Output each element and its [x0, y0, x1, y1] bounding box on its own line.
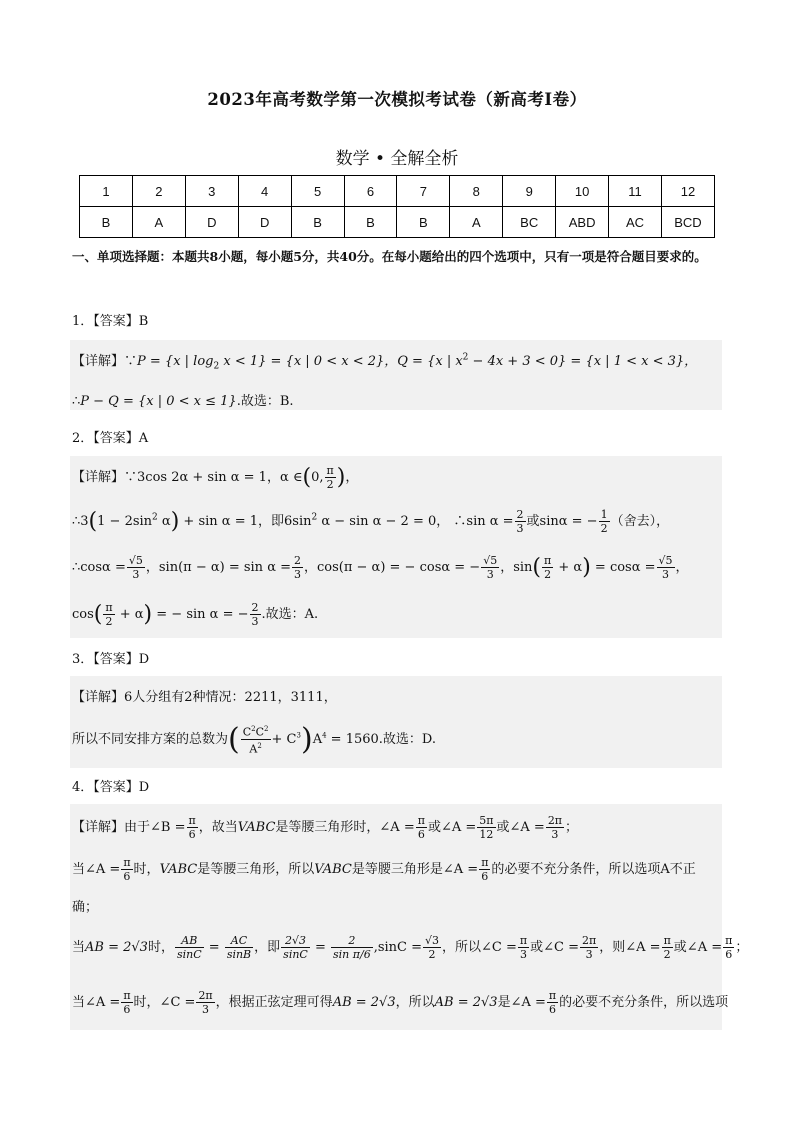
numerator: √5: [128, 554, 143, 567]
denominator: sinC: [176, 948, 202, 961]
table-cell: 1: [80, 176, 133, 207]
math-text: 6sin: [284, 514, 312, 529]
detail-text: ，根据正弦定理可得: [215, 995, 333, 1010]
detail-line: [72, 390, 294, 409]
detail-text: 是等腰三角形时，: [275, 820, 380, 835]
detail-line: [72, 934, 748, 961]
math-text: = cosα =: [590, 560, 656, 575]
math-text: 1 − 2sin: [97, 514, 153, 529]
fraction: [599, 508, 610, 535]
numerator: π: [663, 934, 671, 947]
math-text: ，则∠A =: [599, 940, 661, 955]
denominator: 6: [417, 828, 425, 841]
fraction: [477, 814, 495, 841]
math-text: 或∠A =: [496, 820, 545, 835]
math-text: ∴sin α =: [453, 514, 514, 529]
denominator: 6: [725, 948, 733, 961]
paren: (: [302, 465, 312, 490]
denominator: 2: [600, 522, 608, 535]
paren: ): [582, 555, 591, 580]
detail-text: ，所以: [395, 995, 435, 1010]
detail-text: 的必要不充分条件，所以选项A不正: [491, 862, 696, 877]
math-text: ,sinC =: [373, 940, 423, 955]
math-text: A: [312, 732, 323, 747]
denominator: 12: [479, 828, 494, 841]
math-text: + α: [554, 560, 583, 575]
table-cell: 7: [397, 176, 450, 207]
numerator: π: [188, 814, 196, 827]
detail-text: 6人分组有2种情况：2211，3111，: [124, 690, 337, 705]
paren: (: [93, 602, 103, 627]
fraction: [331, 934, 373, 961]
math-text: 当∠A =: [72, 862, 121, 877]
detail-line: [72, 686, 337, 705]
numerator: π: [123, 989, 131, 1002]
numerator: 5π: [479, 814, 494, 827]
denominator: 2: [105, 615, 113, 628]
math-text: 或∠C =: [530, 940, 580, 955]
math-text: 2: [213, 361, 220, 372]
numerator: π: [417, 814, 425, 827]
math-text: ∴: [72, 394, 81, 409]
numerator: $C^2C^2$: [242, 725, 269, 739]
table-cell: 9: [503, 176, 556, 207]
math-text: α − sin α − 2 = 0，: [317, 514, 450, 529]
table-cell: BC: [503, 207, 556, 238]
numerator: 2: [331, 934, 373, 948]
math-text: α ∈: [279, 470, 303, 485]
numerator: 1: [600, 508, 608, 521]
numerator: π: [326, 464, 334, 477]
detail-text: 是等腰三角形，所以: [197, 862, 315, 877]
table-cell: 11: [609, 176, 662, 207]
fraction: [518, 934, 529, 961]
fraction: [121, 989, 132, 1016]
detail-text: 的必要不充分条件，所以选项: [559, 995, 729, 1010]
fraction: [542, 554, 553, 581]
denominator: sinB: [226, 948, 252, 961]
denominator: 3: [486, 568, 494, 581]
math-text: 2: [311, 512, 318, 523]
table-cell: 6: [344, 176, 397, 207]
math-text: P − Q = {x | 0 < x ≤ 1}: [80, 394, 237, 409]
denominator: 2: [663, 948, 671, 961]
question-1-detail: [70, 340, 722, 410]
denominator: 2: [428, 948, 436, 961]
denominator: sinC: [283, 948, 308, 961]
numerator: 2: [294, 554, 301, 567]
math-text: 2: [152, 512, 158, 523]
math-text: .故选：A.: [261, 607, 319, 622]
math-text: 当∠A =: [72, 995, 121, 1010]
math-text: + sin α = 1，即: [179, 514, 284, 529]
detail-tag: 【详解】: [72, 820, 125, 835]
math-text: ，sin: [500, 560, 533, 575]
detail-text: ，即: [254, 940, 281, 955]
math-text: .故选：B.: [236, 394, 294, 409]
paren: (: [228, 722, 240, 757]
document-subtitle: 数学 • 全解全析: [335, 149, 459, 169]
fraction: [325, 464, 336, 491]
table-cell: 3: [185, 176, 238, 207]
math-text: （舍去），: [610, 514, 670, 529]
detail-text: 时，: [133, 862, 160, 877]
table-cell: 5: [291, 176, 344, 207]
paren: ): [143, 602, 153, 627]
fraction: [546, 814, 564, 841]
denominator: sin π/6: [333, 948, 371, 961]
table-cell: AC: [609, 207, 662, 238]
math-text: 2: [462, 352, 469, 363]
numerator: 2π: [547, 814, 563, 827]
fraction: [547, 989, 558, 1016]
math-text: + C: [271, 732, 297, 747]
math-text: ，cos(π − α) = − cosα = −: [304, 560, 481, 575]
question-3-detail: [70, 676, 722, 768]
fraction: [515, 508, 526, 535]
detail-line: 【详解】∵3cos 2α + sin α = 1，α ∈(0, $\frac{\pi}{2}$ )，: [72, 464, 359, 491]
math-text: 由于∠B =: [124, 820, 186, 835]
numerator: AC: [225, 934, 253, 948]
denominator: 3: [202, 1003, 210, 1016]
math-text: ∴cosα =: [72, 560, 126, 575]
denominator: $A^2$: [249, 742, 262, 756]
table-cell: 2: [132, 176, 185, 207]
denominator: 3: [251, 615, 259, 628]
table-cell: ABD: [556, 207, 609, 238]
table-cell: 12: [661, 176, 714, 207]
math-text: α: [157, 514, 171, 529]
math-text: 0,: [311, 470, 324, 485]
question-1-answer: 1．【答案】B: [72, 314, 149, 329]
math-text: − 4x + 3 < 0} = {x | 1 < x < 3}，: [468, 354, 698, 369]
numerator: 2√3: [281, 934, 310, 948]
detail-line: [72, 856, 696, 883]
detail-text: 时，: [133, 995, 160, 1010]
denominator: 2: [544, 568, 552, 581]
numerator: π: [544, 554, 552, 567]
fraction: [103, 601, 114, 628]
detail-tag: 【详解】: [72, 354, 125, 369]
math-text: =: [310, 940, 331, 955]
fraction: [723, 934, 734, 961]
denominator: 6: [123, 1003, 131, 1016]
detail-line: [72, 814, 578, 841]
denominator: 3: [132, 568, 140, 581]
table-cell: 10: [556, 176, 609, 207]
denominator: 3: [662, 568, 670, 581]
question-2-answer: 2．【答案】A: [72, 431, 149, 446]
math-text: ，所以∠C =: [442, 940, 517, 955]
numerator: π: [481, 856, 489, 869]
math-text: cos: [72, 607, 94, 622]
detail-line: [72, 601, 318, 628]
question-4-detail: [70, 804, 749, 1030]
math-text: + α: [115, 607, 144, 622]
paren: ): [336, 465, 346, 490]
denominator: 3: [516, 522, 524, 535]
numerator: π: [123, 856, 131, 869]
math-text: x < 1} = {x | 0 < x < 2}，: [219, 354, 398, 369]
section-heading: 一、单项选择题：本题共8小题，每小题5分，共40分。在每小题给出的四个选项中，只有一项是符合题目要求的。: [72, 249, 707, 264]
detail-text: 时，: [147, 940, 174, 955]
math-text: ∵: [124, 354, 138, 369]
denominator: 6: [188, 828, 196, 841]
numerator: π: [105, 601, 113, 614]
math-text: VABC: [314, 862, 352, 877]
fraction: [479, 856, 490, 883]
fraction: [250, 601, 261, 628]
math-text: C: [242, 726, 252, 739]
numerator: 2: [251, 601, 259, 614]
fraction: [657, 554, 675, 581]
answer-table: [79, 175, 715, 238]
math-text: A: [249, 742, 258, 756]
detail-text: 当: [72, 940, 86, 955]
detail-line: [72, 508, 669, 535]
denominator: 3: [585, 948, 593, 961]
numerator: 2π: [582, 934, 597, 947]
numerator: √5: [658, 554, 673, 567]
paren: (: [532, 555, 542, 580]
table-cell: 8: [450, 176, 503, 207]
detail-tag: 【详解】: [72, 690, 125, 705]
detail-line: 所以不同安排方案的总数为( $\frac{C^2C^2}{A^2}$ + $C^3)A^4 = 1560$.故选：D.: [72, 722, 437, 757]
fraction: [662, 934, 673, 961]
math-text: 或sinα = −: [526, 514, 598, 529]
detail-line: [72, 989, 728, 1016]
math-text: 或∠A =: [427, 820, 477, 835]
denominator: 2: [326, 478, 334, 491]
detail-line: [72, 350, 697, 372]
denominator: 3: [294, 568, 301, 581]
table-cell: D: [185, 207, 238, 238]
detail-text: ，故当: [198, 820, 238, 835]
question-2-detail: [70, 456, 722, 638]
math-text: = − sin α = −: [152, 607, 249, 622]
question-3-answer: 3．【答案】D: [72, 652, 150, 667]
answer-table-answer-row: [80, 207, 715, 238]
detail-line: [72, 554, 689, 581]
numerator: AB: [175, 934, 204, 948]
fraction: [580, 934, 598, 961]
table-cell: B: [291, 207, 344, 238]
math-text: ∠C =: [159, 995, 196, 1010]
denominator: 3: [551, 828, 559, 841]
math-text: AB = 2√3: [85, 940, 148, 955]
table-cell: B: [397, 207, 450, 238]
fraction: [196, 989, 214, 1016]
numerator: π: [725, 934, 733, 947]
fraction: [241, 723, 271, 755]
answer-table-number-row: [80, 176, 715, 207]
math-text: Q = {x | x: [397, 354, 463, 369]
numerator: π: [548, 989, 557, 1002]
question-4-answer: 4．【答案】D: [72, 780, 150, 795]
detail-text: 确；: [72, 900, 99, 915]
paren: (: [88, 509, 98, 534]
denominator: 6: [481, 870, 489, 883]
numerator: 2π: [198, 989, 213, 1002]
fraction: [187, 814, 198, 841]
numerator: √3: [425, 934, 440, 947]
numerator: π: [519, 934, 528, 947]
table-cell: D: [238, 207, 291, 238]
math-text: = 1560: [326, 732, 379, 747]
fraction: [127, 554, 145, 581]
detail-text: ；: [735, 940, 749, 955]
math-text: VABC: [159, 862, 198, 877]
table-cell: B: [344, 207, 397, 238]
fraction: [175, 934, 204, 961]
document-title: 2023年高考数学第一次模拟考试卷（新高考Ⅰ卷）: [207, 90, 587, 109]
paren: ): [300, 722, 313, 757]
math-text: ∠A =: [442, 862, 479, 877]
detail-text: 所以不同安排方案的总数为: [72, 732, 229, 747]
fraction: [225, 934, 253, 961]
detail-text: ；: [565, 820, 579, 835]
numerator: 2: [516, 508, 524, 521]
math-text: =: [204, 940, 224, 955]
fraction: [416, 814, 427, 841]
math-text: VABC: [237, 820, 276, 835]
math-text: AB = 2√3: [332, 995, 396, 1010]
math-text: 或∠A =: [673, 940, 723, 955]
table-cell: 4: [238, 176, 291, 207]
math-text: ∵3cos 2α + sin α = 1，: [124, 470, 280, 485]
math-text: ∴3: [72, 514, 89, 529]
detail-text: 是等腰三角形是: [351, 862, 443, 877]
math-text: ∠A =: [379, 820, 415, 835]
table-cell: A: [450, 207, 503, 238]
detail-text: .故选：D.: [378, 732, 437, 747]
denominator: 6: [549, 1003, 557, 1016]
table-cell: A: [132, 207, 185, 238]
fraction: [281, 934, 310, 961]
detail-tag: 【详解】: [72, 470, 125, 485]
math-text: P = {x | log: [137, 354, 214, 369]
numerator: √5: [483, 554, 498, 567]
table-cell: BCD: [661, 207, 714, 238]
table-cell: B: [80, 207, 133, 238]
math-text: ，: [675, 560, 689, 575]
denominator: 3: [520, 948, 528, 961]
math-text: C: [255, 726, 265, 739]
paren: ): [170, 509, 180, 534]
fraction: [121, 856, 132, 883]
fraction: [423, 934, 441, 961]
fraction: [292, 554, 303, 581]
detail-line: [72, 896, 98, 915]
denominator: 6: [123, 870, 131, 883]
math-text: AB = 2√3: [434, 995, 498, 1010]
math-text: ∠A =: [510, 995, 546, 1010]
detail-text: 是: [497, 995, 511, 1010]
fraction: [481, 554, 499, 581]
math-text: ，sin(π − α) = sin α =: [145, 560, 291, 575]
